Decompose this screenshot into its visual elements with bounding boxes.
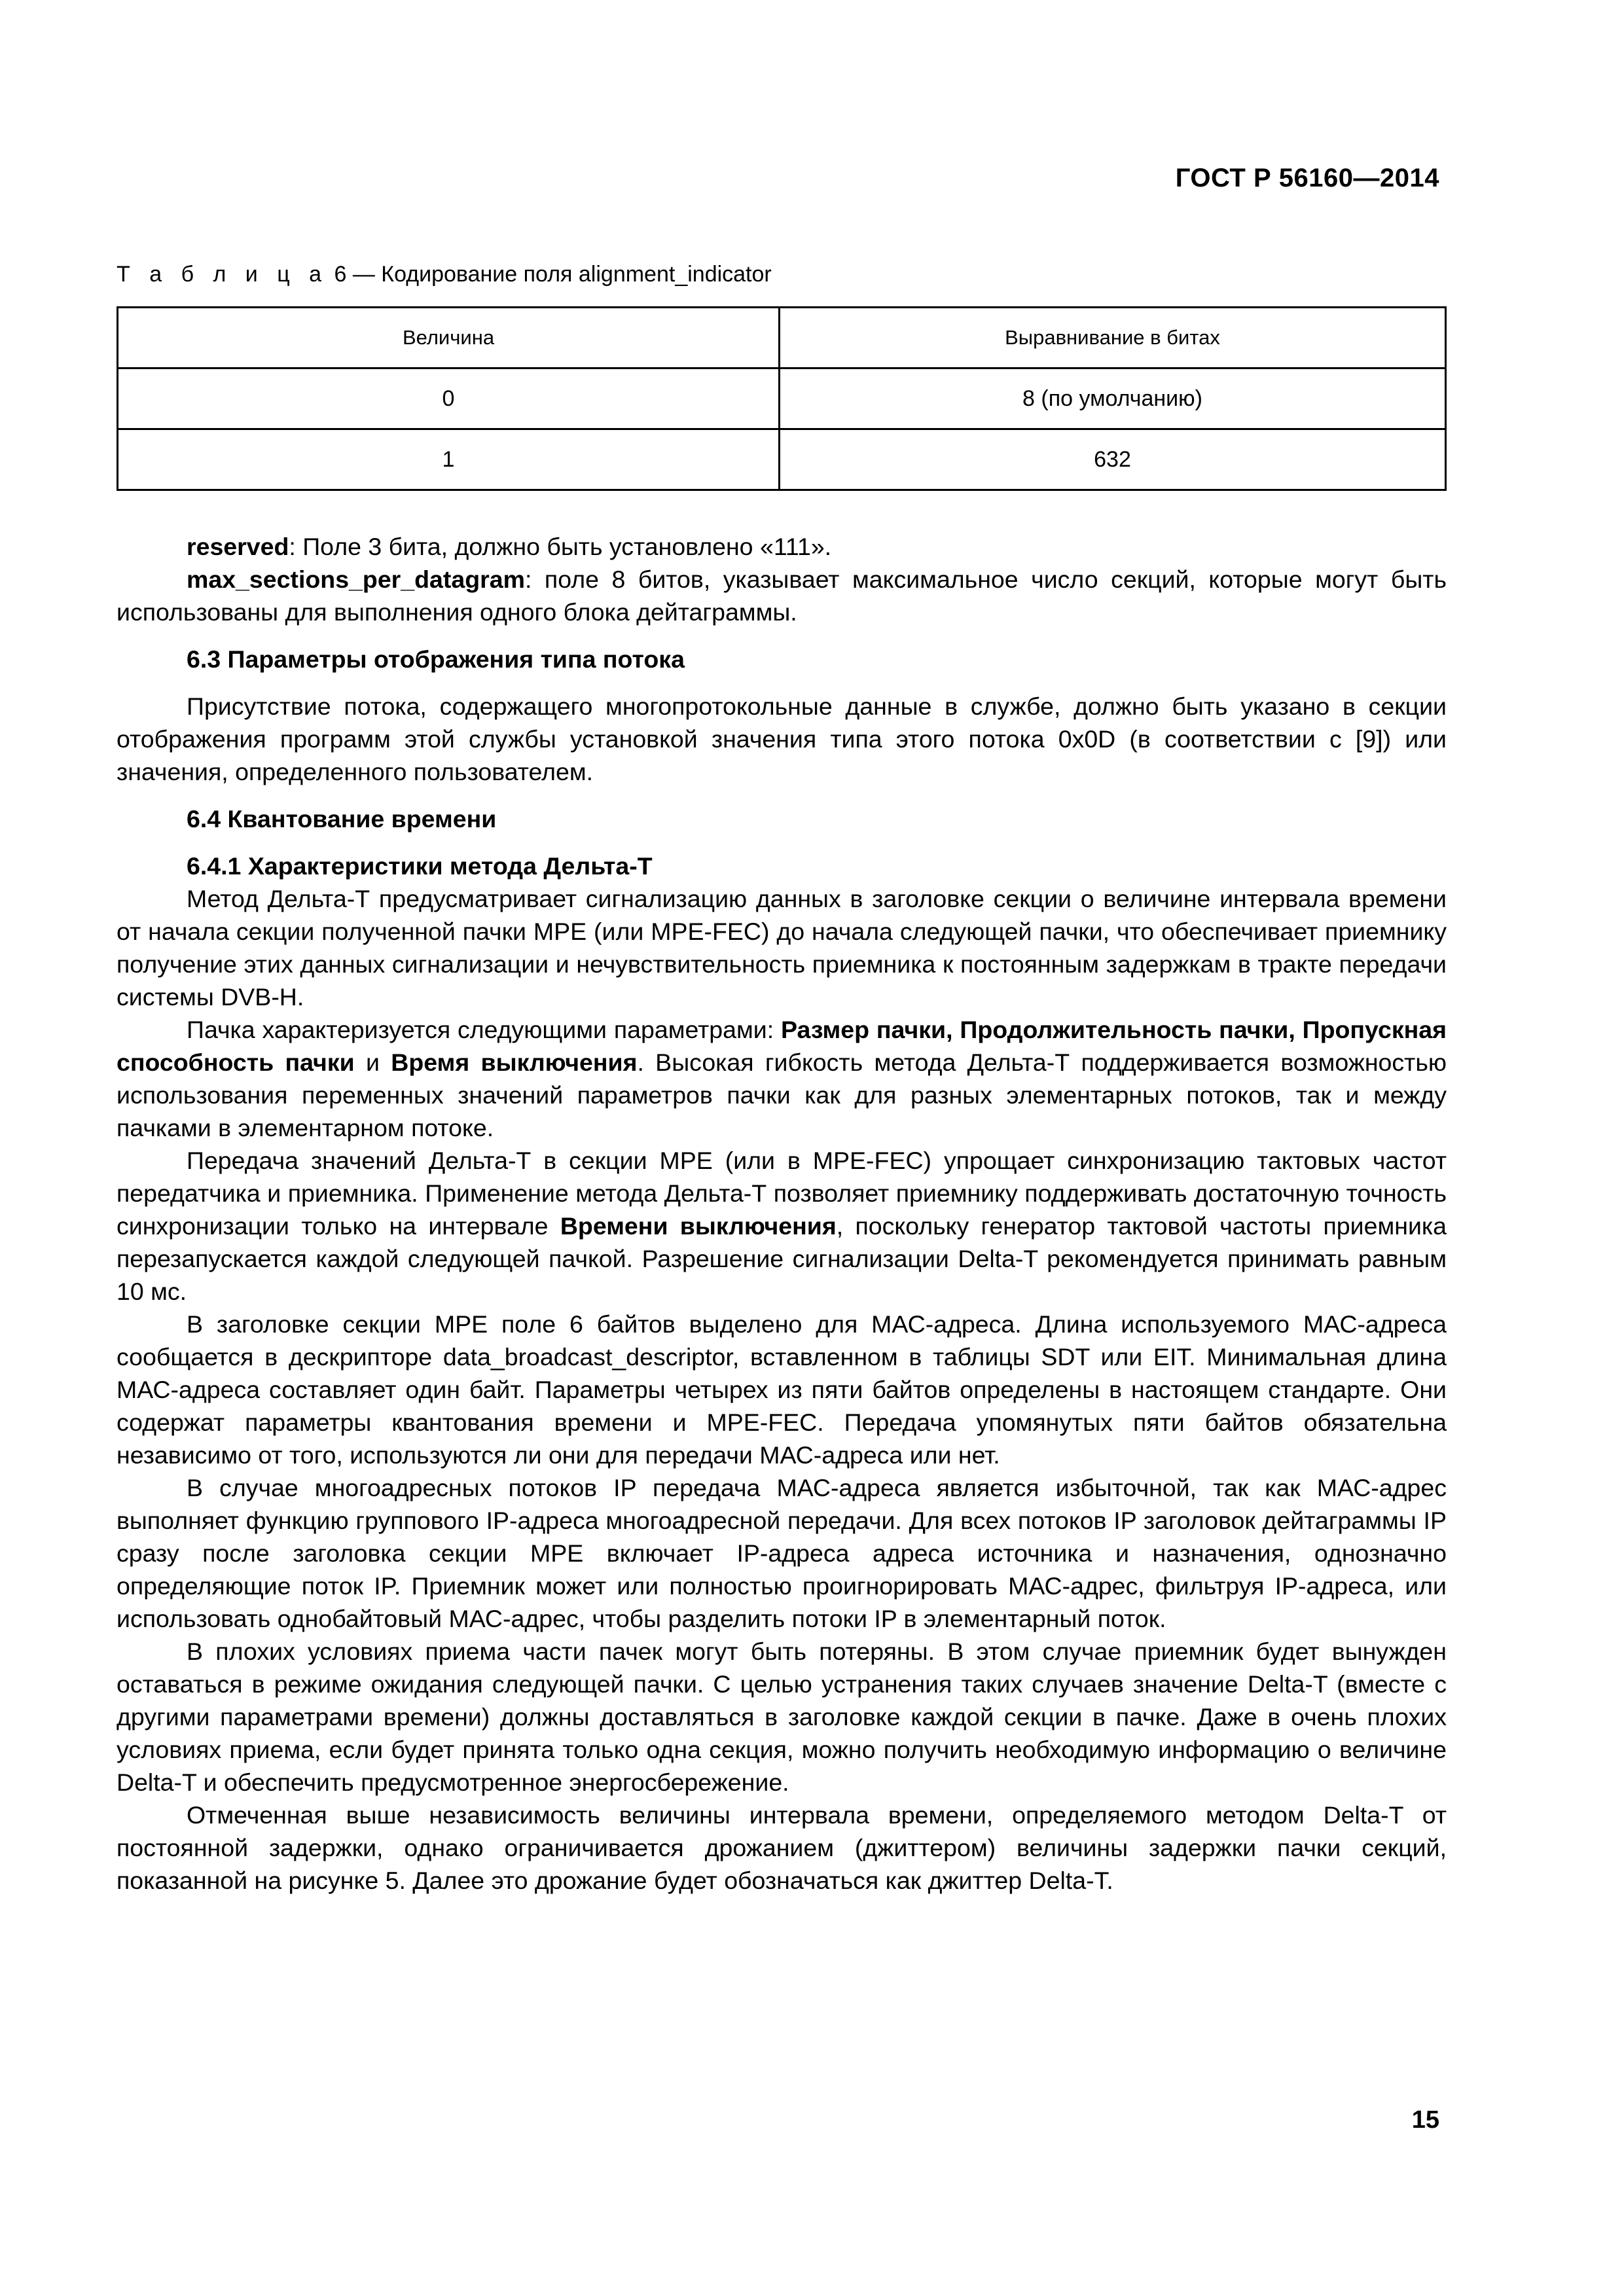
table-header-value: Величина <box>118 308 780 368</box>
table-header-alignment: Выравнивание в битах <box>780 308 1446 368</box>
text-run: Передача значений Дельта-Т в секции МРЕ (или в МРЕ-FEC) упрощает синхронизацию тактовых частот передатчика и приемника. Применение метода Дельта-Т позволяет приемнику поддерживать достаточную точность синхронизации только на интервале <box>117 1147 1447 1240</box>
reserved-field-text: : Поле 3 бита, должно быть установлено «111». <box>289 533 832 560</box>
text-run: и <box>354 1049 391 1076</box>
table-cell: 0 <box>118 368 780 429</box>
text-run: . Высокая гибкость метода Дельта-Т поддерживается возможностью использования переменных значений параметров пачки как для разных элементарных потоков, так и между пачками в элементарном потоке. <box>117 1049 1447 1141</box>
alignment-indicator-table <box>117 306 1447 491</box>
delta-t-paragraph-4: В заголовке секции МРЕ поле 6 байтов выделено для МАС-адреса. Длина используемого МАС-адреса сообщается в дескрипторе data_broadcast_descriptor, вставленном в таблицы SDT или EIT. Минимальная длина МАС-адреса составляет один байт. Параметры четырех из пяти байтов определены в настоящем стандарте. Они содержат параметры квантования времени и МРЕ-FEC. Передача упомянутых пяти байтов обязательна независимо от того, используются ли они для передачи МАС-адреса или нет. <box>117 1310 1447 1469</box>
delta-t-paragraph-6: В плохих условиях приема части пачек могут быть потеряны. В этом случае приемник будет вынужден оставаться в режиме ожидания следующей пачки. С целью устранения таких случаев значение Delta-T (вместе с другими параметрами времени) должны доставляться в заголовке каждой секции в пачке. Даже в очень плохих условиях приема, если будет принята только одна секция, можно получить необходимую информацию о величине Delta-T и обеспечить предусмотренное энергосбережение. <box>117 1638 1447 1796</box>
table-caption-text: 6 — Кодирование поля alignment_indicator <box>328 262 772 287</box>
section-6-3-paragraph: Присутствие потока, содержащего многопротокольные данные в службе, должно быть указано в секции отображения программ этой службы установкой значения типа этого потока 0x0D (в соответствии с [9]) или значения, определенного пользователем. <box>117 692 1447 785</box>
table-caption-label: Т а б л и ц а <box>117 262 329 287</box>
text-run: Пачка характеризуется следующими параметрами: <box>187 1016 781 1043</box>
table-row <box>118 368 1446 429</box>
delta-t-paragraph-3 <box>117 1144 1447 1308</box>
table-row <box>118 429 1446 490</box>
document-id-header: ГОСТ Р 56160—2014 <box>1175 164 1439 192</box>
section-6-3-heading: 6.3 Параметры отображения типа потока <box>187 645 685 673</box>
table-cell: 632 <box>780 429 1446 490</box>
max-sections-paragraph <box>117 563 1447 628</box>
section-6-4-heading: 6.4 Квантование времени <box>187 805 497 833</box>
table-cell: 1 <box>118 429 780 490</box>
delta-t-paragraph-7: Отмеченная выше независимость величины интервала времени, определяемого методом Delta-T от постоянной задержки, однако ограничивается дрожанием (джиттером) величины задержки пачки секций, показанной на рисунке 5. Далее это дрожание будет обозначаться как джиттер Delta-T. <box>117 1801 1447 1894</box>
section-6-4-1-heading: 6.4.1 Характеристики метода Дельта-Т <box>187 852 653 880</box>
page-number: 15 <box>1411 2106 1439 2134</box>
table-cell: 8 (по умолчанию) <box>780 368 1446 429</box>
bold-term: Время выключения <box>391 1049 638 1076</box>
reserved-field-paragraph <box>117 530 1447 563</box>
table-caption <box>117 262 772 287</box>
max-sections-field-text: : поле 8 битов, указывает максимальное число секций, которые могут быть использованы для выполнения одного блока дейтаграммы. <box>117 565 1447 626</box>
reserved-field-name: reserved <box>187 533 289 560</box>
document-body <box>117 530 1447 1897</box>
delta-t-paragraph-5: В случае многоадресных потоков IP передача МАС-адреса является избыточной, так как МАС-адрес выполняет функцию группового IP-адреса многоадресной передачи. Для всех потоков IP заголовок дейтаграммы IP сразу после заголовка секции МРЕ включает IP-адреса адреса источника и назначения, однозначно определяющие поток IP. Приемник может или полностью проигнорировать МАС-адрес, фильтруя IP-адреса, или использовать однобайтовый МАС-адрес, чтобы разделить потоки IP в элементарный поток. <box>117 1474 1447 1632</box>
delta-t-paragraph-2 <box>117 1013 1447 1144</box>
bold-term: Времени выключения <box>560 1212 837 1240</box>
table-header-row <box>118 308 1446 368</box>
bold-term: Размер пачки, Продолжительность пачки, Пропускная способность пачки <box>117 1016 1447 1076</box>
text-run: , поскольку генератор тактовой частоты приемника перезапускается каждой следующей пачкой. Разрешение сигнализации Delta-T рекомендуется принимать равным 10 мс. <box>117 1212 1447 1305</box>
max-sections-field-name: max_sections_per_datagram <box>187 565 525 593</box>
delta-t-paragraph-1: Метод Дельта-Т предусматривает сигнализацию данных в заголовке секции о величине интервала времени от начала секции полученной пачки МРЕ (или МРЕ-FEC) до начала следующей пачки, что обеспечивает приемнику получение этих данных сигнализации и нечувствительность приемника к постоянным задержкам в тракте передачи системы DVB-H. <box>117 885 1447 1011</box>
